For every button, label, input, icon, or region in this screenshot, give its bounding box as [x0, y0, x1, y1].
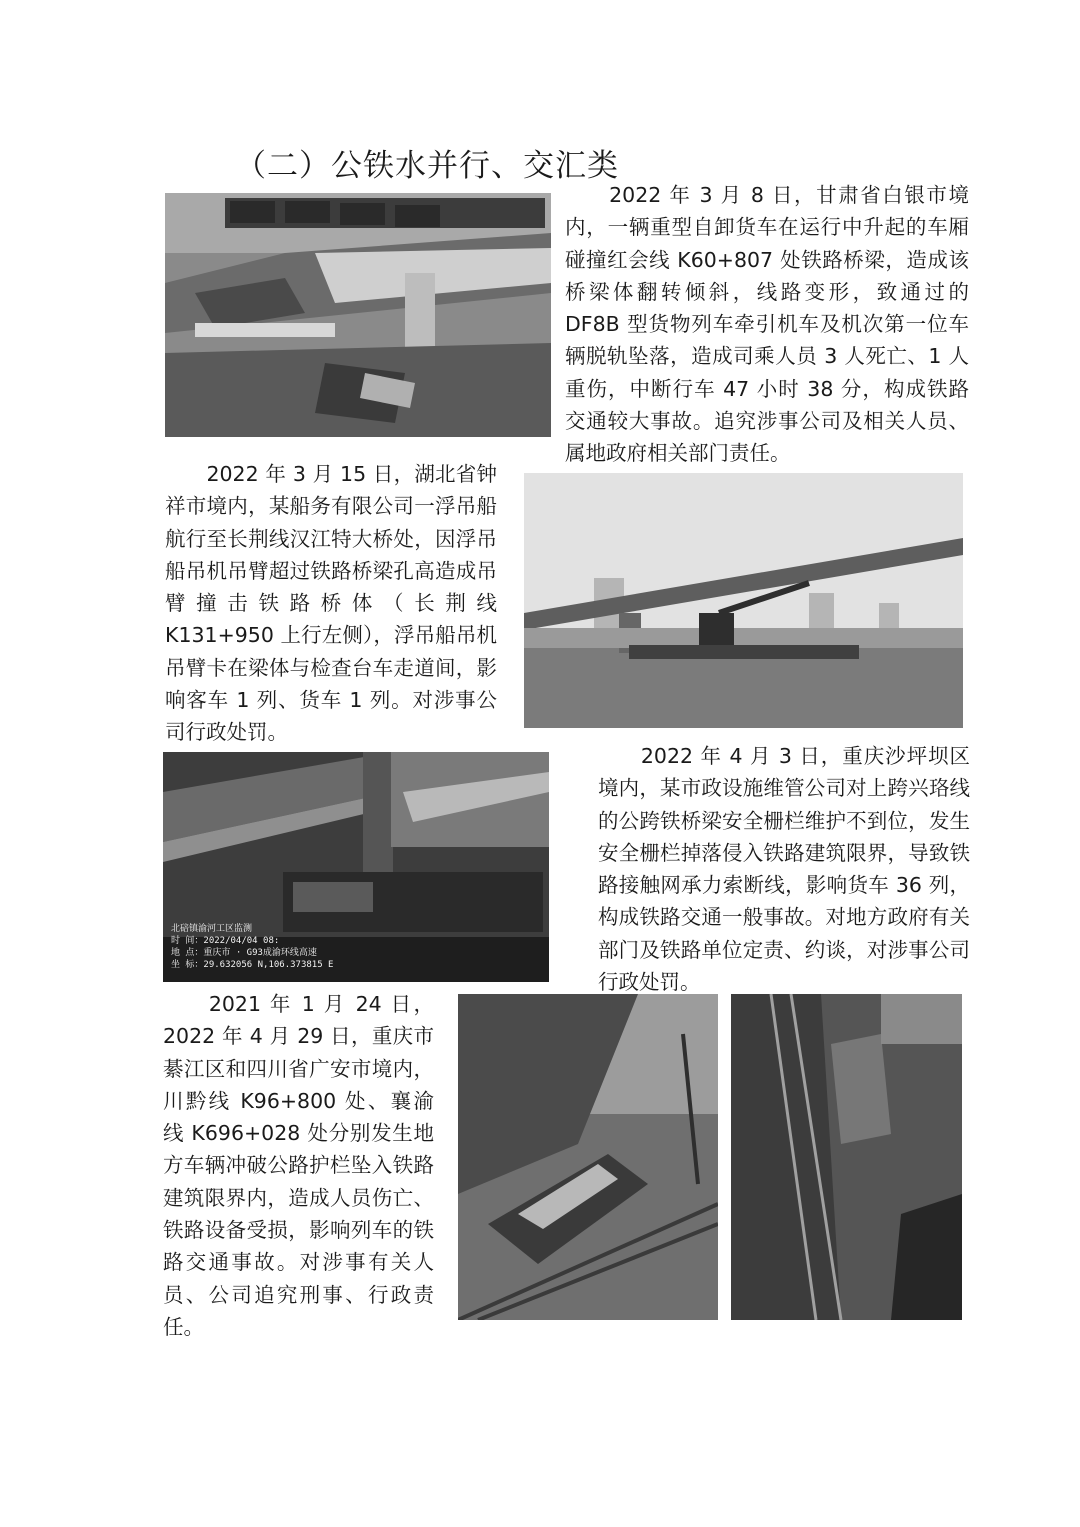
photo-overpass-locomotive [163, 752, 549, 982]
photo-river-bridge-crane [524, 473, 963, 728]
case-2-text: 2022 年 3 月 15 日，湖北省钟祥市境内，某船务有限公司一浮吊船航行至长荆线汉江特大桥处，因浮吊船吊机吊臂超过铁路桥梁孔高造成吊臂撞击铁路桥体（长荆线 K131+950 上行左侧），浮吊船吊机吊臂卡在梁体与检查台车走道间，影响客车 1 列、货车 1 列。对涉事公司行政处罚。 [165, 462, 497, 745]
overlay-line-1: 北碚镇渝河工区监测 [171, 924, 253, 934]
case-3-text: 2022 年 4 月 3 日，重庆沙坪坝区境内，某市政设施维管公司对上跨兴珞线的公跨铁桥梁安全栅栏维护不到位，发生安全栅栏掉落侵入铁路建筑限界，导致铁路接触网承力索断线，影响货车 36 列，构成铁路交通一般事故。对地方政府有关部门及铁路单位定责、约谈，对涉事公司行政处罚。 [598, 744, 970, 995]
photo-bridge-collapse [165, 193, 551, 437]
photo-crashed-vehicle-tracks [458, 994, 718, 1320]
overlay-line-2: 时 间：2022/04/04 08: [171, 936, 280, 946]
photo-vehicle-beside-track [731, 994, 962, 1320]
overlay-line-4: 坐 标：29.632056 N,106.373815 E [171, 960, 334, 970]
section-title: （二）公铁水并行、交汇类 [235, 148, 619, 184]
case-4-text: 2021 年 1 月 24 日，2022 年 4 月 29 日，重庆市綦江区和四川省广安市境内，川黔线 K96+800 处、襄渝线 K696+028 处分别发生地方车辆冲破公路护栏坠入铁路建筑限界内，造成人员伤亡、铁路设备受损，影响列车的铁路交通事故。对涉事有关人员、公司追究刑事、行政责任。 [163, 992, 434, 1339]
overlay-line-3: 地 点：重庆市 · G93成渝环线高速 [171, 948, 317, 958]
case-1-text: 2022 年 3 月 8 日，甘肃省白银市境内，一辆重型自卸货车在运行中升起的车厢碰撞红会线 K60+807 处铁路桥梁，造成该桥梁体翻转倾斜，线路变形，致通过的 DF8B 型货物列车牵引机车及机次第一位车辆脱轨坠落，造成司乘人员 3 人死亡、1 人重伤，中断行车 47 小时 38 分，构成铁路交通较大事故。追究涉事公司及相关人员、属地政府相关部门责任。 [565, 183, 969, 466]
